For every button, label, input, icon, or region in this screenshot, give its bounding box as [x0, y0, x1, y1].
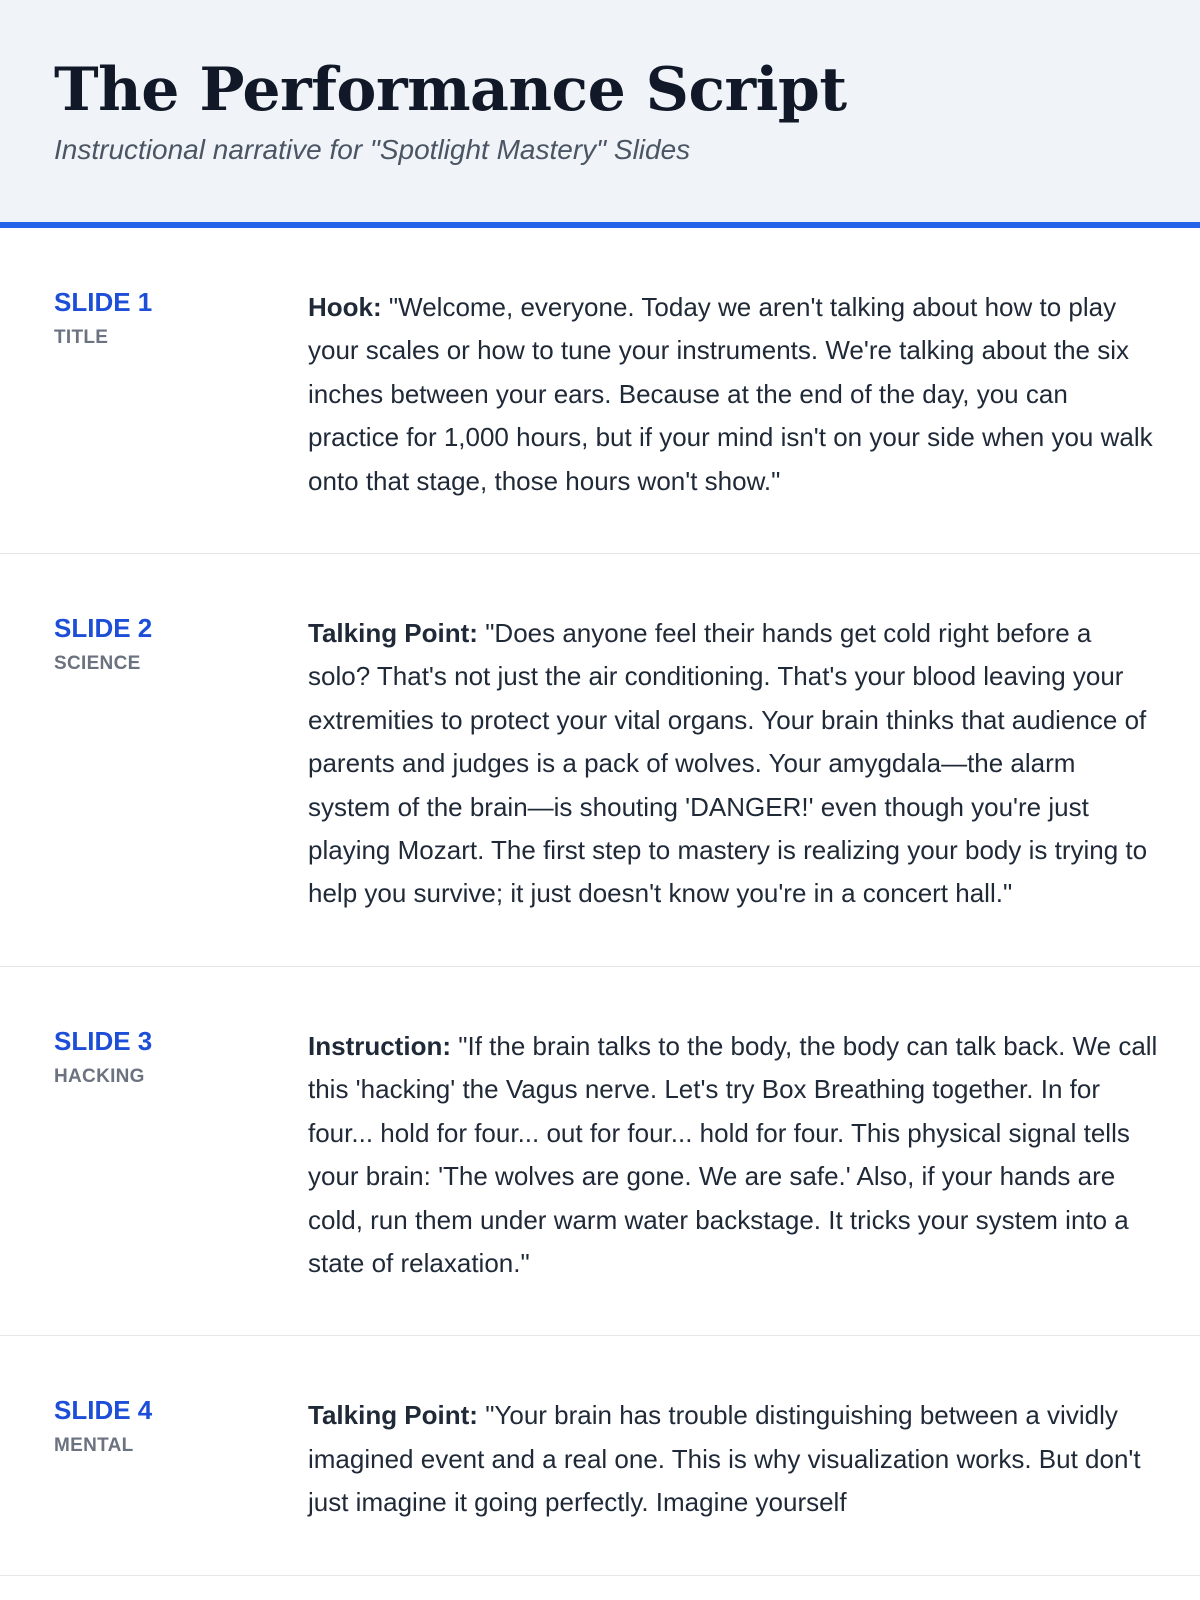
slide-row: [0, 967, 1200, 1336]
slide-number: SLIDE 2: [54, 613, 153, 644]
script-text: "Your brain has trouble distinguishing between a vividly imagined event and a real one. This is why visualization works. But don't just imagine it going perfectly. Imagine yourself: [308, 1400, 1141, 1518]
script-label: Talking Point:: [308, 618, 478, 649]
slide-meta: [54, 286, 308, 503]
slide-row: [0, 554, 1200, 967]
slide-script: [308, 1025, 1160, 1285]
page-header: [0, 0, 1200, 228]
script-label: Instruction:: [308, 1030, 451, 1061]
script-text: "If the brain talks to the body, the body can talk back. We call this 'hacking' the Vagus nerve. Let's try Box Breathing together. In for four... hold for four... out for four... hold for four. This physical signal tells your brain: 'The wolves are gone. We are safe.' Also, if your hands are cold, run them under warm water backstage. It tricks your system into a state of relaxation.": [308, 1030, 1158, 1278]
page-subtitle: Instructional narrative for "Spotlight Mastery" Slides: [54, 134, 691, 165]
slide-script: [308, 1394, 1160, 1524]
slide-script: [308, 612, 1160, 916]
slide-list: [0, 228, 1200, 1576]
slide-meta: [54, 612, 308, 916]
slide-row: [0, 228, 1200, 554]
page-title: The Performance Script: [54, 55, 847, 125]
script-label: Talking Point:: [308, 1400, 478, 1431]
slide-number: SLIDE 3: [54, 1025, 153, 1056]
slide-row: [0, 1336, 1200, 1575]
script-text: "Does anyone feel their hands get cold right before a solo? That's not just the air conditioning. That's your blood leaving your extremities to protect your vital organs. Your brain thinks that audience of parents and judges is a pack of wolves. Your amygdala—the alarm system of the brain—is shouting 'DANGER!' even though you're just playing Mozart. The first step to mastery is realizing your body is trying to help you survive; it just doesn't know you're in a concert hall.": [308, 618, 1148, 909]
slide-number: SLIDE 4: [54, 1395, 153, 1426]
slide-tag: MENTAL: [54, 1435, 134, 1457]
script-text: "Welcome, everyone. Today we aren't talking about how to play your scales or how to tune your instruments. We're talking about the six inches between your ears. Because at the end of the day, you can practice for 1,000 hours, but if your mind isn't on your side when you walk onto that stage, those hours won't show.": [308, 292, 1153, 496]
slide-meta: [54, 1025, 308, 1285]
slide-number: SLIDE 1: [54, 287, 153, 317]
slide-tag: HACKING: [54, 1065, 145, 1087]
slide-tag: TITLE: [54, 327, 109, 348]
slide-tag: SCIENCE: [54, 653, 141, 675]
slide-meta: [54, 1394, 308, 1524]
slide-script: [308, 286, 1160, 503]
script-label: Hook:: [308, 292, 382, 322]
